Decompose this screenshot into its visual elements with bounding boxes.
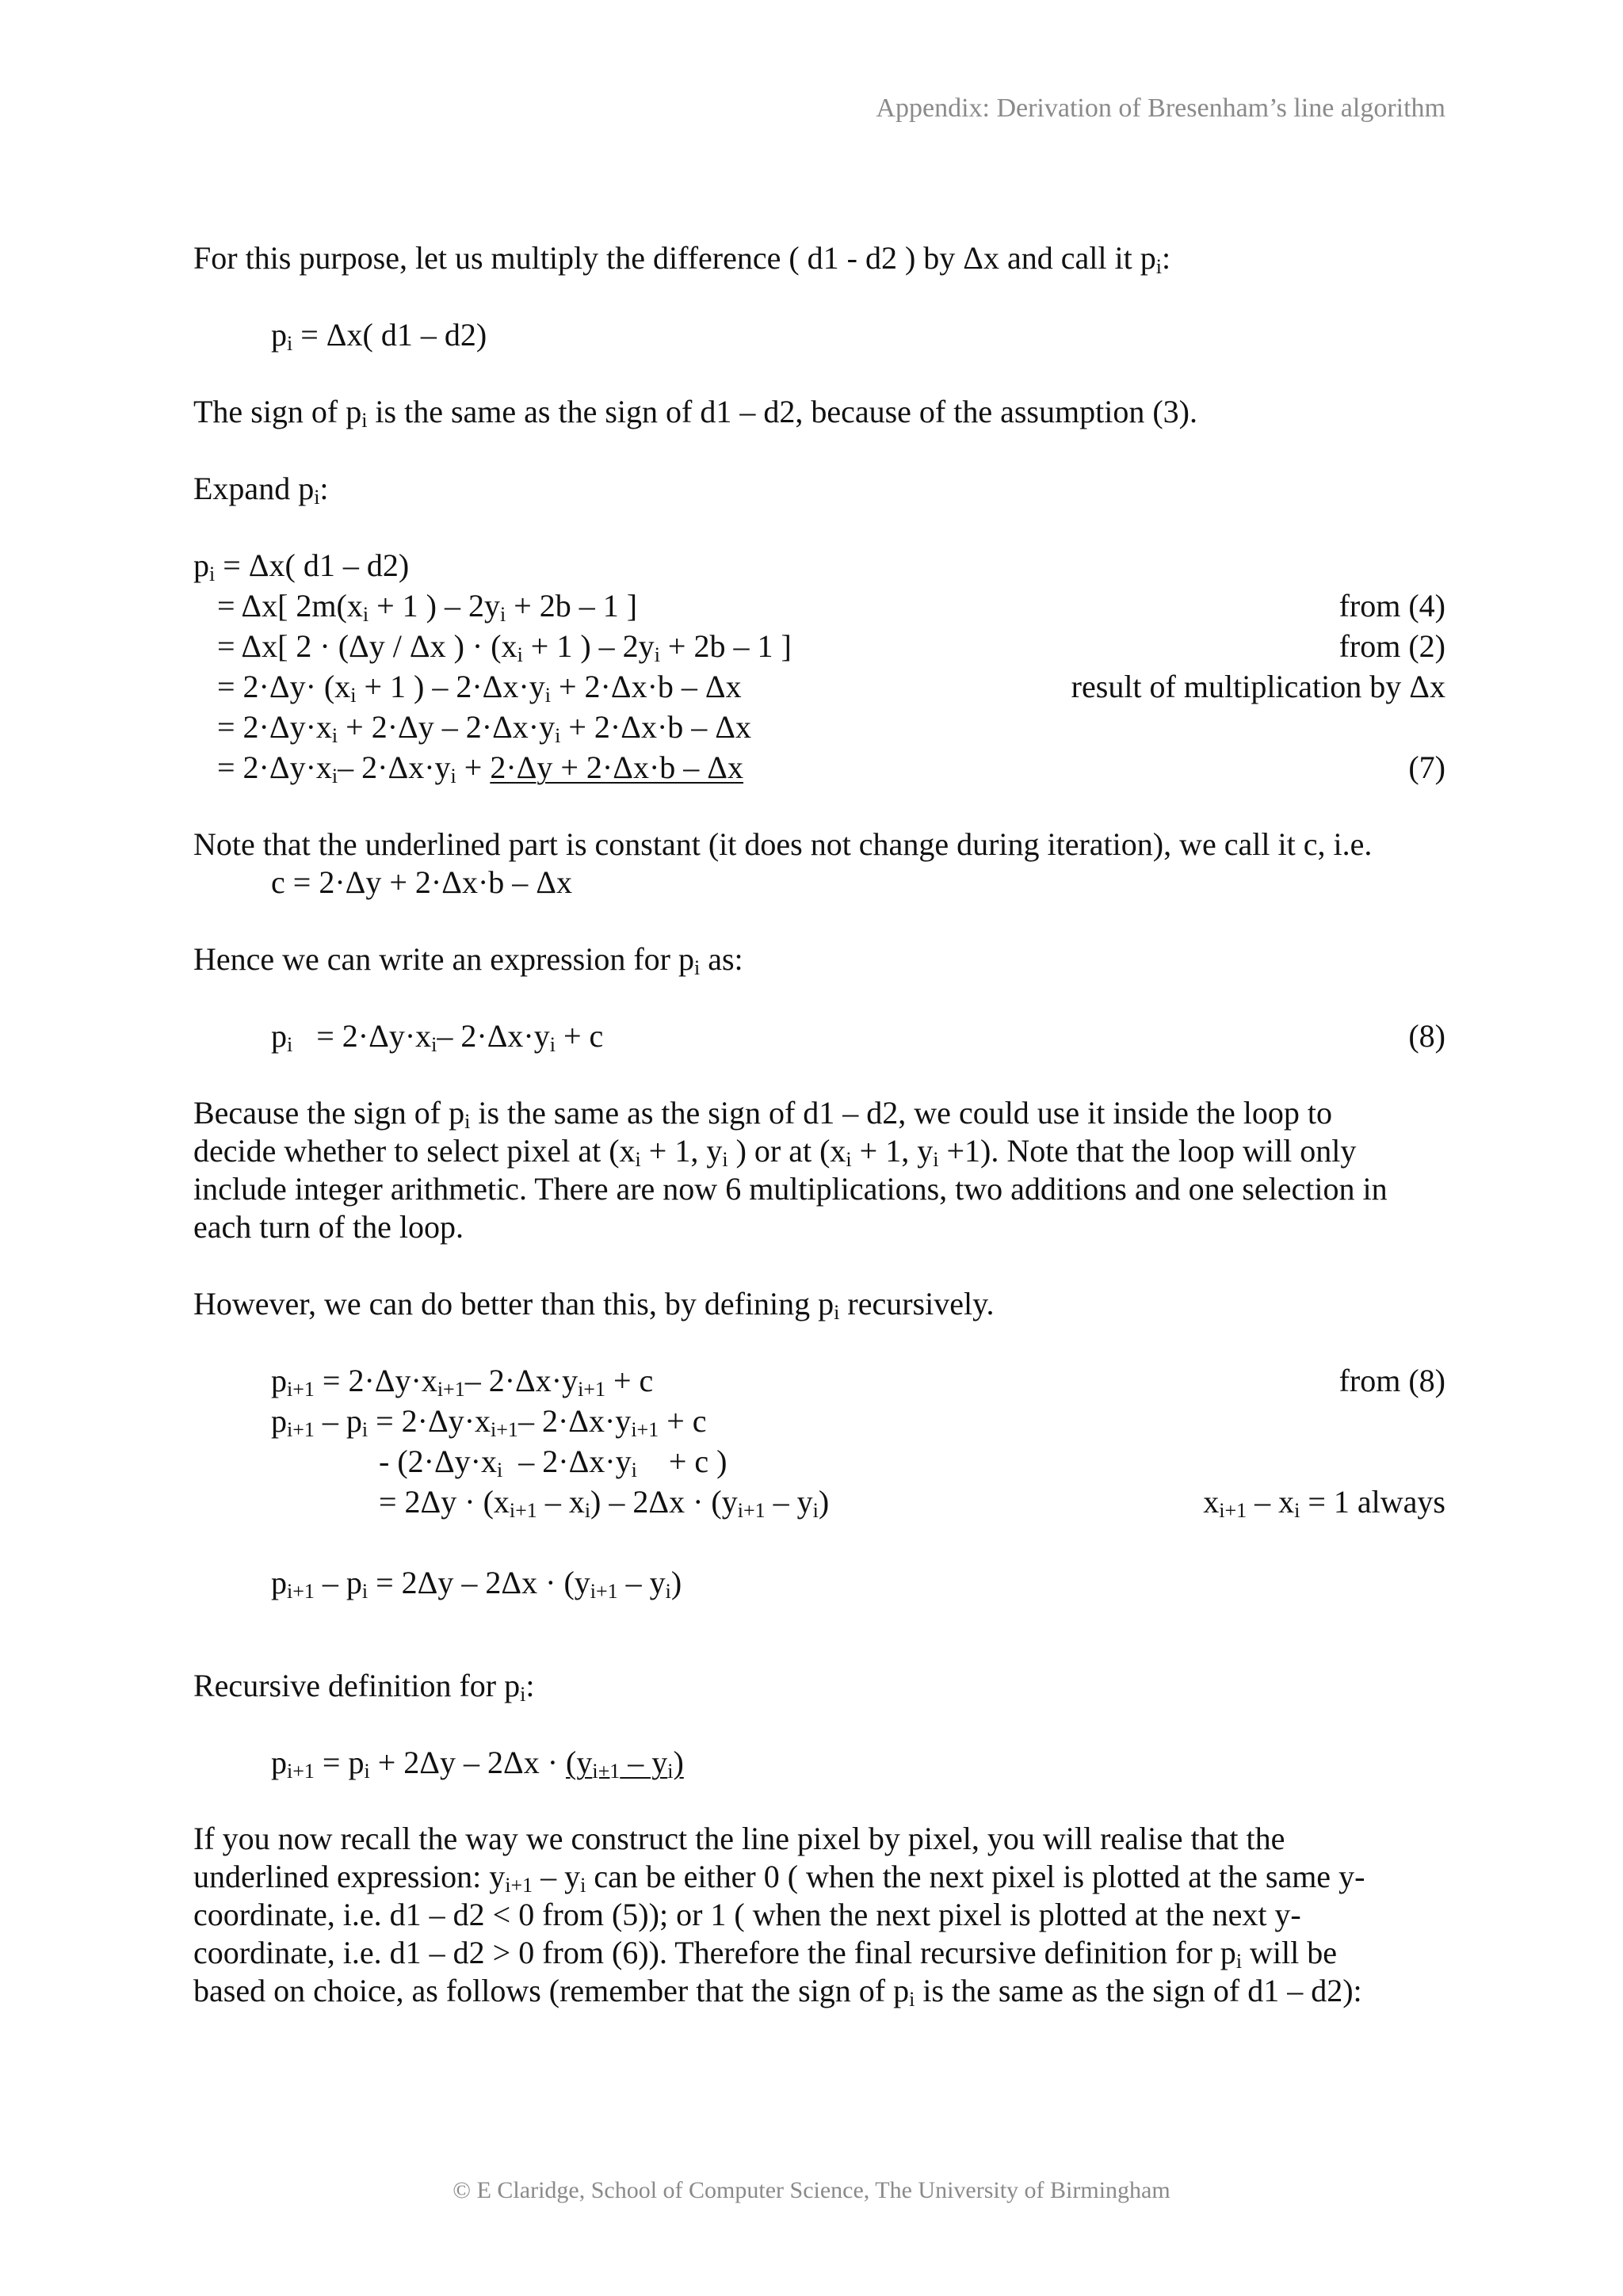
however-paragraph: However, we can do better than this, by defining $p_i$ recursively.	[193, 1286, 995, 1324]
ref-multiplication: result of multiplication by Δx	[1071, 669, 1445, 704]
recursion-line-2: $p_{i+1} - p_i = 2\cdot\Delta y\cdot x_{i+1}-$ $2\cdot\Delta x\cdot y_{i+1} + c$	[271, 1403, 707, 1441]
expand-heading: Expand $p_i$:	[193, 471, 329, 509]
recursive-equation: $p_{i+1} = p_i + 2\Delta y - 2\Delta x \cdot (y_{i+1} - y_i)$	[271, 1745, 684, 1783]
page-footer: © E Claridge, School of Computer Science, The University of Birmingham	[453, 2177, 1170, 2203]
recursion-line-1: $p_{i+1} = 2\cdot\Delta y\cdot x_{i+1}-$ $2\cdot\Delta x\cdot y_{i+1} + c$	[271, 1363, 654, 1401]
equation-number-8: (8)	[1408, 1018, 1445, 1054]
expansion-line-2: = Δx[ $2m(x_i + 1$ ) – $2y_i + 2b - 1$ ]	[193, 588, 638, 626]
final-line-2: underlined expression: $y_{i+1} - y_i$ can be either 0 ( when the next pixel is plotted at the same y-	[193, 1859, 1365, 1897]
final-line-1: If you now recall the way we construct the line pixel by pixel, you will realise that the	[193, 1821, 1285, 1856]
expansion-line-5: = $2\cdot\Delta y\cdot x_i + 2\cdot\Delta y - 2\cdot\Delta x\cdot y_i + 2\cdot\Delta x\cdot b - \Delta x$	[193, 709, 752, 747]
equation-number-7: (7)	[1408, 749, 1445, 785]
ref-always: $x_{i+1} - x_i = 1$ always	[1203, 1484, 1445, 1522]
because-line-3: include integer arithmetic. There are now 6 multiplications, two additions and one selection in	[193, 1171, 1388, 1207]
ref-from-4: from (4)	[1338, 588, 1445, 624]
hence-paragraph: Hence we can write an expression for $p_i$ as:	[193, 941, 743, 979]
recursion-line-4: = $2\Delta y \cdot (x_{i+1} - x_i) - 2\Delta x \cdot (y_{i+1} - y_i)$	[379, 1484, 830, 1522]
expansion-line-1: $p_i = \Delta x$( d1 – d2)	[193, 547, 410, 585]
expansion-line-3: = Δx[ 2 · (Δy / Δx ) · ($x_i + 1$ ) – $2y_i + 2b - 1$ ]	[193, 628, 792, 666]
intro-paragraph: For this purpose, let us multiply the difference ( d1 - d2 ) by Δx and call it $p_i$:	[193, 240, 1171, 278]
final-line-5: based on choice, as follows (remember that the sign of $p_i$ is the same as the sign of d1 – d2):	[193, 1973, 1362, 2011]
because-line-2: decide whether to select pixel at ($x_i + 1$, $y_i$ ) or at ($x_i + 1$, $y_i +1$). Note that the loop will only	[193, 1133, 1357, 1171]
final-line-4: coordinate, i.e. d1 – d2 > 0 from (6)). Therefore the final recursive definition for $p_i$ will be	[193, 1935, 1338, 1973]
recursion-line-3: - ($2\cdot\Delta y\cdot x_i - 2\cdot\Delta x\cdot y_i$ + c )	[379, 1444, 727, 1482]
note-paragraph: Note that the underlined part is constant (it does not change during iteration), we call it c, i.e.	[193, 826, 1373, 862]
sign-paragraph: The sign of $p_i$ is the same as the sign of d1 – d2, because of the assumption (3).	[193, 394, 1197, 432]
ref-from-2: from (2)	[1338, 628, 1445, 664]
expansion-line-6: = $2\cdot\Delta y\cdot x_i-$ $2\cdot\Delta x\cdot y_i + 2\cdot\Delta y + 2\cdot\Delta x\cdot b - \Delta x$	[193, 749, 744, 788]
equation-8: $p_i = 2\cdot\Delta y\cdot x_i-$ $2\cdot\Delta x\cdot y_i + c$	[271, 1018, 604, 1056]
equation-pi-definition: $p_i = \Delta x$( d1 – d2)	[271, 317, 487, 355]
recursive-heading: Recursive definition for $p_i$:	[193, 1668, 535, 1706]
because-line-1: Because the sign of $p_i$ is the same as the sign of d1 – d2, we could use it inside the loop to	[193, 1095, 1332, 1133]
running-header: Appendix: Derivation of Bresenham’s line algorithm	[876, 93, 1445, 123]
difference-equation: $p_{i+1} - p_i = 2\Delta y - 2\Delta x \cdot (y_{i+1} - y_i)$	[271, 1565, 682, 1603]
expansion-line-4: = $2\cdot\Delta y\cdot (x_i + 1$ ) – $2\cdot\Delta x\cdot y_i + 2\cdot\Delta x\cdot b - \Delta x$	[193, 669, 742, 707]
constant-c-definition: c = 2·Δy + 2·Δx·b – Δx	[271, 864, 572, 900]
final-line-3: coordinate, i.e. d1 – d2 < 0 from (5)); or 1 ( when the next pixel is plotted at the next y-	[193, 1897, 1301, 1932]
ref-from-8: from (8)	[1338, 1363, 1445, 1398]
because-line-4: each turn of the loop.	[193, 1209, 464, 1245]
